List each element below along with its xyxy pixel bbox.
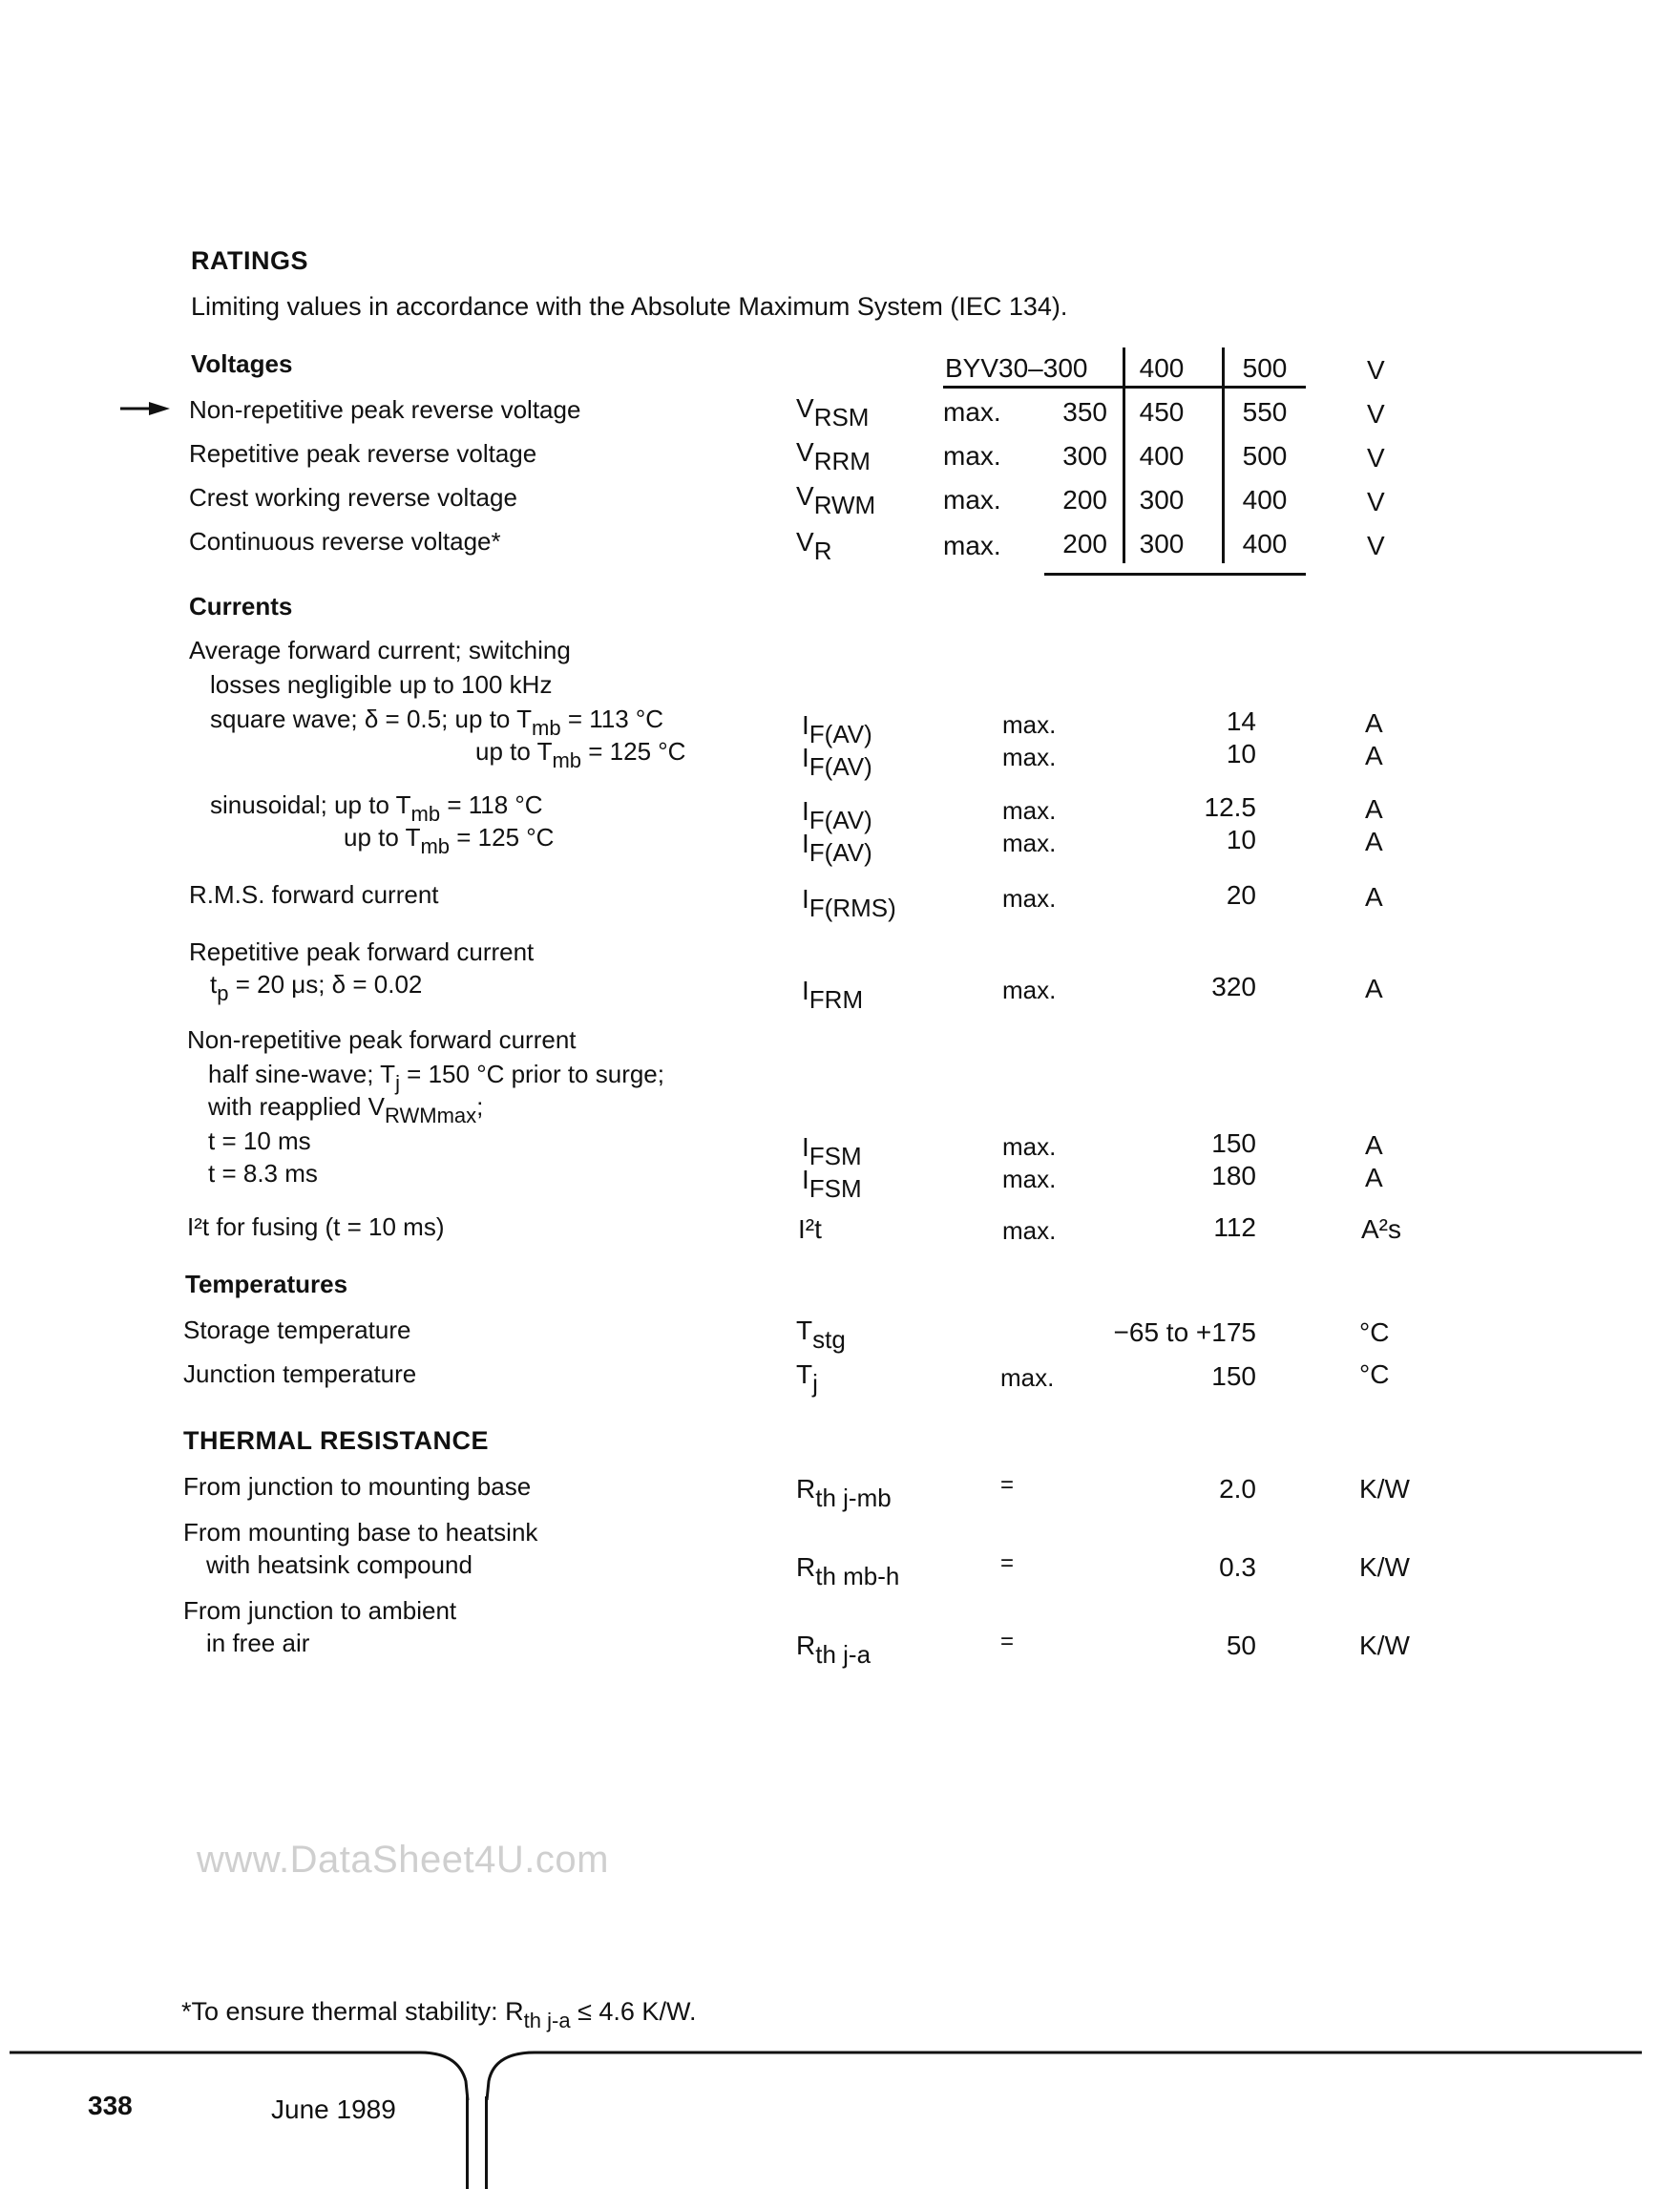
i2t-symbol: I²t bbox=[798, 1214, 822, 1244]
voltage-row-unit: V bbox=[1367, 487, 1385, 516]
sinusoidal-condition: sinusoidal; up to $T_{mb} = 118$ °C bbox=[210, 790, 543, 826]
rth-jmb-unit: K/W bbox=[1359, 1474, 1410, 1504]
surge-10ms-value: 150 bbox=[1211, 1128, 1256, 1158]
sinusoidal-value: 12.5 bbox=[1204, 792, 1256, 822]
temperatures-heading: Temperatures bbox=[185, 1270, 348, 1298]
storage-temp-value: −65 to +175 bbox=[1113, 1317, 1256, 1347]
thermal-resistance-heading: THERMAL RESISTANCE bbox=[183, 1426, 490, 1455]
storage-temp-label: Storage temperature bbox=[183, 1316, 411, 1344]
voltage-row-value-3: 550 bbox=[1242, 397, 1288, 427]
surge-10ms-symbol: IFSM bbox=[802, 1132, 862, 1170]
rms-current-label: R.M.S. forward current bbox=[189, 880, 439, 909]
voltage-row-label: Repetitive peak reverse voltage bbox=[189, 439, 537, 468]
sinusoidal-unit: A bbox=[1365, 794, 1383, 824]
rep-peak-current-qualifier: max. bbox=[1002, 976, 1057, 1004]
rth-mbh-unit: K/W bbox=[1359, 1552, 1410, 1582]
sinusoidal-symbol-2: IF(AV) bbox=[802, 829, 872, 867]
voltage-row-value-1: 300 bbox=[1062, 441, 1107, 471]
voltages-col-header-3: 500 bbox=[1242, 353, 1288, 383]
nonrep-peak-current-label-3: with reapplied $V_{RWMmax}$; bbox=[208, 1092, 484, 1127]
rth-ja-value: 50 bbox=[1226, 1631, 1256, 1660]
i2t-label: I²t for fusing (t = 10 ms) bbox=[187, 1212, 445, 1241]
rep-peak-current-symbol: IFRM bbox=[802, 976, 864, 1014]
ratings-intro: Limiting values in accordance with the Absolute Maximum System (IEC 134). bbox=[191, 292, 1068, 321]
voltages-col-unit: V bbox=[1367, 355, 1385, 385]
square-wave-value: 14 bbox=[1226, 706, 1256, 736]
rep-peak-current-label-1: Repetitive peak forward current bbox=[189, 937, 535, 966]
voltage-row-qualifier: max. bbox=[943, 485, 1001, 515]
rth-ja-label-1: From junction to ambient bbox=[183, 1596, 457, 1625]
surge-10ms-qualifier: max. bbox=[1002, 1132, 1057, 1161]
voltage-row-value-2: 300 bbox=[1139, 529, 1185, 558]
sinusoidal-qualifier-2: max. bbox=[1002, 829, 1057, 857]
rms-current-unit: A bbox=[1365, 882, 1383, 912]
rth-ja-equals: = bbox=[1000, 1629, 1015, 1654]
square-wave-symbol-2: IF(AV) bbox=[802, 743, 872, 781]
sinusoidal-value-2: 10 bbox=[1226, 825, 1256, 854]
voltage-row-value-1: 200 bbox=[1062, 529, 1107, 558]
voltage-row-unit: V bbox=[1367, 443, 1385, 473]
rth-jmb-label: From junction to mounting base bbox=[183, 1472, 532, 1501]
ratings-heading: RATINGS bbox=[191, 246, 308, 275]
square-wave-condition: square wave; δ = 0.5; up to $T_{mb} = 113$ °C bbox=[210, 705, 664, 740]
rep-peak-current-value: 320 bbox=[1211, 972, 1256, 1001]
surge-10ms-label: t = 10 ms bbox=[208, 1126, 311, 1155]
voltage-row-label: Continuous reverse voltage* bbox=[189, 527, 501, 556]
rth-ja-symbol: Rth j-a bbox=[796, 1631, 872, 1669]
square-wave-value-2: 10 bbox=[1226, 739, 1256, 768]
square-wave-symbol: IF(AV) bbox=[802, 710, 872, 748]
voltage-row-label: Non-repetitive peak reverse voltage bbox=[189, 395, 581, 424]
voltage-row-symbol: VRSM bbox=[796, 393, 870, 431]
rth-jmb-symbol: Rth j-mb bbox=[796, 1474, 892, 1512]
junction-temp-label: Junction temperature bbox=[183, 1359, 417, 1388]
sinusoidal-condition-2: up to $T_{mb} = 125$ °C bbox=[344, 823, 555, 858]
avg-current-label-line-2: losses negligible up to 100 kHz bbox=[210, 670, 553, 699]
rth-mbh-equals: = bbox=[1000, 1550, 1015, 1576]
storage-temp-unit: °C bbox=[1359, 1317, 1390, 1347]
voltages-col-header-1: BYV30–300 bbox=[945, 353, 1088, 383]
surge-83ms-label: t = 8.3 ms bbox=[208, 1159, 318, 1188]
rms-current-qualifier: max. bbox=[1002, 884, 1057, 913]
rth-ja-unit: K/W bbox=[1359, 1631, 1410, 1660]
square-wave-unit-2: A bbox=[1365, 741, 1383, 770]
voltages-table-bottom-line bbox=[1044, 573, 1306, 576]
voltage-row-unit: V bbox=[1367, 531, 1385, 560]
sinusoidal-qualifier: max. bbox=[1002, 796, 1057, 825]
junction-temp-value: 150 bbox=[1211, 1361, 1256, 1391]
nonrep-peak-current-label-2: half sine-wave; $T_j = 150$ °C prior to surge; bbox=[208, 1060, 664, 1095]
voltages-col-header-2: 400 bbox=[1139, 353, 1185, 383]
surge-10ms-unit: A bbox=[1365, 1130, 1383, 1160]
i2t-value: 112 bbox=[1213, 1212, 1256, 1242]
surge-83ms-unit: A bbox=[1365, 1163, 1383, 1192]
voltage-row-unit: V bbox=[1367, 399, 1385, 429]
surge-83ms-symbol: IFSM bbox=[802, 1165, 862, 1203]
square-wave-qualifier-2: max. bbox=[1002, 743, 1057, 771]
voltage-row-qualifier: max. bbox=[943, 397, 1001, 427]
rep-peak-current-label-2: $t_p = 20$ μs; δ = 0.02 bbox=[210, 970, 423, 1005]
voltage-row-label: Crest working reverse voltage bbox=[189, 483, 517, 512]
junction-temp-qualifier: max. bbox=[1000, 1363, 1055, 1392]
footer-divider-left bbox=[466, 2096, 469, 2189]
surge-83ms-qualifier: max. bbox=[1002, 1165, 1057, 1193]
sinusoidal-symbol: IF(AV) bbox=[802, 796, 872, 834]
currents-heading: Currents bbox=[189, 592, 293, 621]
change-marker-arrow-icon bbox=[120, 401, 170, 416]
footnote: *To ensure thermal stability: $R_{th j-a} \le 4.6$ K/W. bbox=[181, 1997, 697, 2032]
square-wave-qualifier: max. bbox=[1002, 710, 1057, 739]
voltage-row-qualifier: max. bbox=[943, 441, 1001, 471]
rth-ja-label-2: in free air bbox=[206, 1629, 310, 1657]
rms-current-value: 20 bbox=[1226, 880, 1256, 910]
rth-mbh-symbol: Rth mb-h bbox=[796, 1552, 900, 1590]
sinusoidal-unit-2: A bbox=[1365, 827, 1383, 856]
footer-date: June 1989 bbox=[271, 2094, 396, 2124]
voltages-heading: Voltages bbox=[191, 349, 293, 378]
footer-page-number: 338 bbox=[88, 2091, 133, 2120]
i2t-qualifier: max. bbox=[1002, 1216, 1057, 1245]
rep-peak-current-unit: A bbox=[1365, 974, 1383, 1003]
footer-rule bbox=[0, 2043, 1680, 2100]
rms-current-symbol: IF(RMS) bbox=[802, 884, 896, 922]
rth-mbh-value: 0.3 bbox=[1219, 1552, 1256, 1582]
footer-divider-right bbox=[485, 2096, 488, 2189]
junction-temp-unit: °C bbox=[1359, 1359, 1390, 1389]
avg-current-label-line-1: Average forward current; switching bbox=[189, 636, 571, 664]
voltage-row-symbol: VR bbox=[796, 527, 832, 565]
voltage-row-value-1: 350 bbox=[1062, 397, 1107, 427]
watermark[interactable]: www.DataSheet4U.com bbox=[197, 1839, 609, 1881]
square-wave-unit: A bbox=[1365, 708, 1383, 738]
voltage-row-symbol: VRRM bbox=[796, 437, 871, 475]
rth-jmb-equals: = bbox=[1000, 1472, 1015, 1498]
voltage-row-value-2: 450 bbox=[1139, 397, 1185, 427]
square-wave-condition-2: up to $T_{mb} = 125$ °C bbox=[475, 737, 686, 772]
storage-temp-symbol: Tstg bbox=[796, 1316, 846, 1354]
rth-jmb-value: 2.0 bbox=[1219, 1474, 1256, 1504]
voltage-row-qualifier: max. bbox=[943, 531, 1001, 560]
voltage-row-value-3: 500 bbox=[1242, 441, 1288, 471]
rth-mbh-label-2: with heatsink compound bbox=[206, 1550, 472, 1579]
voltages-column-divider-2 bbox=[1222, 347, 1225, 563]
voltage-row-value-2: 400 bbox=[1139, 441, 1185, 471]
junction-temp-symbol: Tj bbox=[796, 1359, 818, 1398]
voltage-row-value-3: 400 bbox=[1242, 529, 1288, 558]
i2t-unit: A²s bbox=[1361, 1214, 1401, 1244]
voltage-row-symbol: VRWM bbox=[796, 481, 876, 519]
voltage-row-value-2: 300 bbox=[1139, 485, 1185, 515]
voltage-row-value-1: 200 bbox=[1062, 485, 1107, 515]
surge-83ms-value: 180 bbox=[1211, 1161, 1256, 1190]
voltages-column-divider-1 bbox=[1123, 347, 1125, 563]
rth-mbh-label-1: From mounting base to heatsink bbox=[183, 1518, 538, 1547]
nonrep-peak-current-label-1: Non-repetitive peak forward current bbox=[187, 1025, 577, 1054]
voltage-row-value-3: 400 bbox=[1242, 485, 1288, 515]
